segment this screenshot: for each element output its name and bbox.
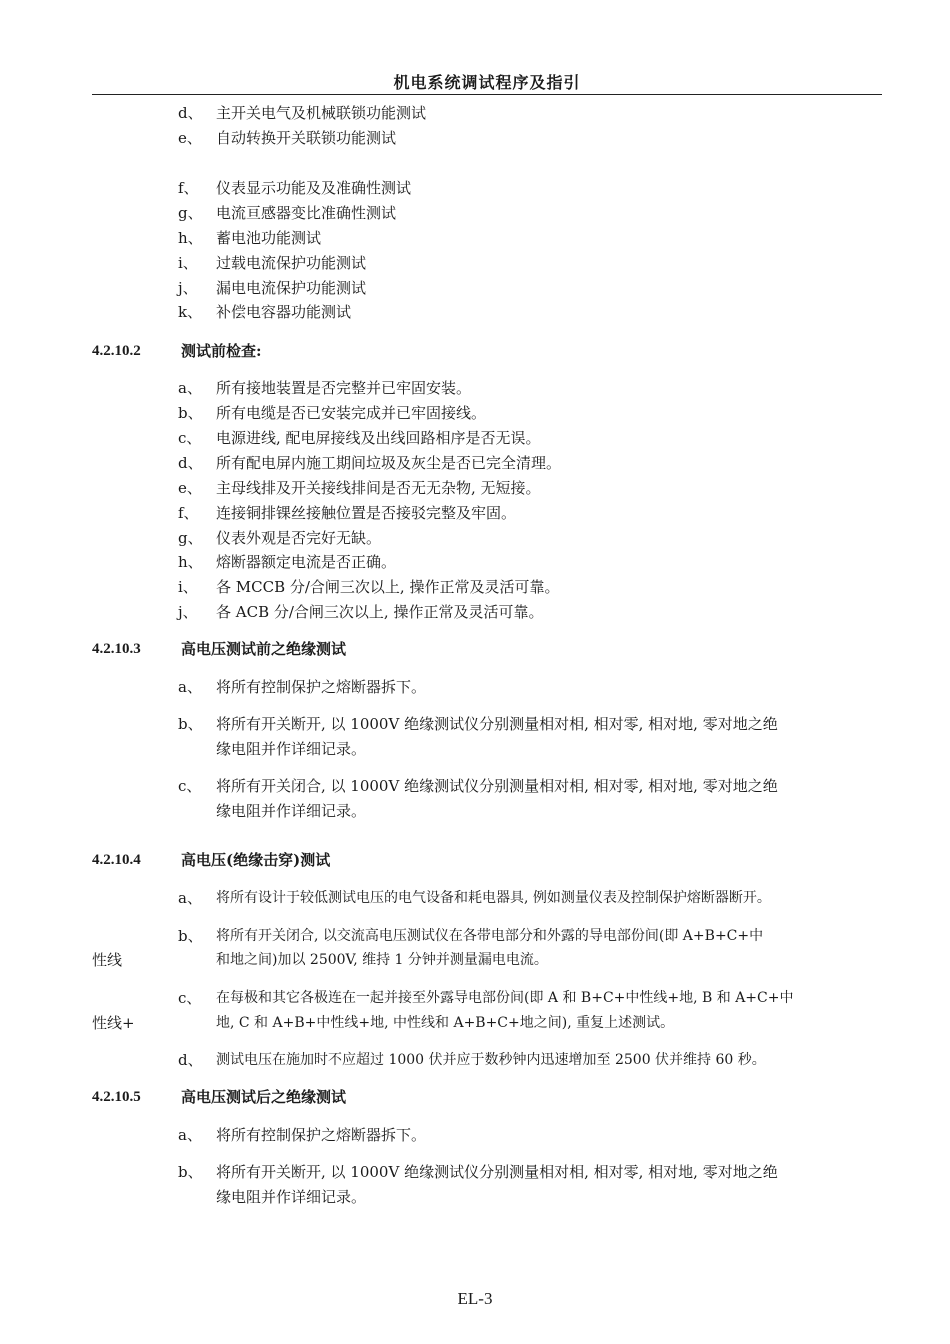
list-item-label: c、 bbox=[178, 777, 202, 795]
page-number: EL-3 bbox=[457, 1289, 493, 1308]
list-item-text: 电源进线, 配电屏接线及出线回路相序是否无误。 bbox=[216, 429, 541, 447]
section-number: 4.2.10.3 bbox=[92, 641, 141, 657]
list-item-text: 缘电阻并作详细记录。 bbox=[216, 1188, 367, 1206]
list-item-text: 所有电缆是否已安装完成并已牢固接线。 bbox=[216, 404, 487, 422]
list-item-label: b、 bbox=[178, 927, 203, 945]
list-item-text: 所有配电屏内施工期间垃圾及灰尘是否已完全清理。 bbox=[216, 454, 562, 472]
list-item-label: j、 bbox=[178, 603, 198, 621]
list-item-label: b、 bbox=[178, 715, 203, 733]
list-item-label: a、 bbox=[178, 1126, 202, 1144]
list-item-label: i、 bbox=[178, 254, 198, 272]
list-item-label: a、 bbox=[178, 379, 202, 397]
list-item-text: 蓄电池功能测试 bbox=[216, 229, 322, 247]
list-item-label: c、 bbox=[178, 989, 202, 1007]
list-item-text: 缘电阻并作详细记录。 bbox=[216, 740, 367, 758]
list-item-text: 仪表外观是否完好无缺。 bbox=[216, 529, 382, 547]
list-item-label: d、 bbox=[178, 1051, 203, 1069]
section-title: 高电压(绝缘击穿)测试 bbox=[181, 851, 331, 869]
list-item-label: j、 bbox=[178, 279, 198, 297]
list-item-label: g、 bbox=[178, 204, 203, 222]
list-item-label: k、 bbox=[178, 303, 203, 321]
list-item-text: 将所有开关闭合, 以交流高电压测试仪在各带电部分和外露的导电部份间(即 A+B+C+中 bbox=[216, 928, 764, 944]
list-item-text: 过载电流保护功能测试 bbox=[216, 254, 367, 272]
list-item-text: 将所有控制保护之熔断器拆下。 bbox=[216, 1126, 427, 1144]
list-item-label: f、 bbox=[178, 179, 199, 197]
list-item-text: 将所有开关闭合, 以 1000V 绝缘测试仪分别测量相对相, 相对零, 相对地, 零对地之绝 bbox=[216, 777, 778, 795]
section-title: 测试前检查: bbox=[181, 342, 262, 360]
list-item-text: 在每极和其它各极连在一起并接至外露导电部份间(即 A 和 B+C+中性线+地, B 和 A+C+中 bbox=[216, 990, 794, 1006]
section-title: 高电压测试后之绝缘测试 bbox=[181, 1088, 347, 1106]
list-item-label: i、 bbox=[178, 578, 198, 596]
list-item-text: 熔断器额定电流是否正确。 bbox=[216, 553, 397, 571]
header-divider bbox=[92, 94, 882, 95]
list-item-text: 将所有开关断开, 以 1000V 绝缘测试仪分别测量相对相, 相对零, 相对地, 零对地之绝 bbox=[216, 715, 778, 733]
list-item-text: 将所有设计于较低测试电压的电气设备和耗电器具, 例如测量仪表及控制保护熔断器断开。 bbox=[216, 890, 771, 906]
list-item-text: 补偿电容器功能测试 bbox=[216, 303, 352, 321]
list-item-label: g、 bbox=[178, 529, 203, 547]
margin-note: 性线+ bbox=[92, 1014, 135, 1032]
section-title: 高电压测试前之绝缘测试 bbox=[181, 640, 347, 658]
list-item-text: 将所有开关断开, 以 1000V 绝缘测试仪分别测量相对相, 相对零, 相对地, 零对地之绝 bbox=[216, 1163, 778, 1181]
page-header-title: 机电系统调试程序及指引 bbox=[393, 73, 581, 92]
list-item-label: a、 bbox=[178, 678, 202, 696]
list-item-text: 连接铜排锞丝接触位置是否接驳完整及牢固。 bbox=[216, 504, 517, 522]
list-item-text: 缘电阻并作详细记录。 bbox=[216, 802, 367, 820]
list-item-label: c、 bbox=[178, 429, 202, 447]
list-item-text: 测试电压在施加时不应超过 1000 伏并应于数秒钟内迅速增加至 2500 伏并维持 60 秒。 bbox=[216, 1052, 766, 1068]
list-item-label: d、 bbox=[178, 454, 203, 472]
list-item-text: 各 ACB 分/合闸三次以上, 操作正常及灵活可靠。 bbox=[216, 603, 544, 621]
list-item-label: b、 bbox=[178, 404, 203, 422]
list-item-text: 各 MCCB 分/合闸三次以上, 操作正常及灵活可靠。 bbox=[216, 578, 560, 596]
list-item-text: 自动转换开关联锁功能测试 bbox=[216, 129, 397, 147]
list-item-text: 仪表显示功能及及准确性测试 bbox=[216, 179, 412, 197]
list-item-text: 主开关电气及机械联锁功能测试 bbox=[216, 104, 427, 122]
list-item-text: 将所有控制保护之熔断器拆下。 bbox=[216, 678, 427, 696]
section-number: 4.2.10.4 bbox=[92, 852, 141, 868]
section-number: 4.2.10.2 bbox=[92, 343, 141, 359]
list-item-label: e、 bbox=[178, 129, 202, 147]
list-item-label: f、 bbox=[178, 504, 199, 522]
list-item-text: 漏电电流保护功能测试 bbox=[216, 279, 367, 297]
section-number: 4.2.10.5 bbox=[92, 1089, 141, 1105]
margin-note: 性线 bbox=[92, 951, 123, 969]
list-item-label: b、 bbox=[178, 1163, 203, 1181]
list-item-text: 地, C 和 A+B+中性线+地, 中性线和 A+B+C+地之间), 重复上述测试。 bbox=[216, 1015, 675, 1031]
list-item-text: 电流亘感器变比准确性测试 bbox=[216, 204, 397, 222]
list-item-label: d、 bbox=[178, 104, 203, 122]
list-item-label: e、 bbox=[178, 479, 202, 497]
list-item-label: a、 bbox=[178, 889, 202, 907]
list-item-text: 主母线排及开关接线排间是否无无杂物, 无短接。 bbox=[216, 479, 541, 497]
list-item-text: 和地之间)加以 2500V, 维持 1 分钟并测量漏电电流。 bbox=[216, 952, 548, 968]
list-item-text: 所有接地装置是否完整并已牢固安装。 bbox=[216, 379, 472, 397]
list-item-label: h、 bbox=[178, 229, 203, 247]
list-item-label: h、 bbox=[178, 553, 203, 571]
